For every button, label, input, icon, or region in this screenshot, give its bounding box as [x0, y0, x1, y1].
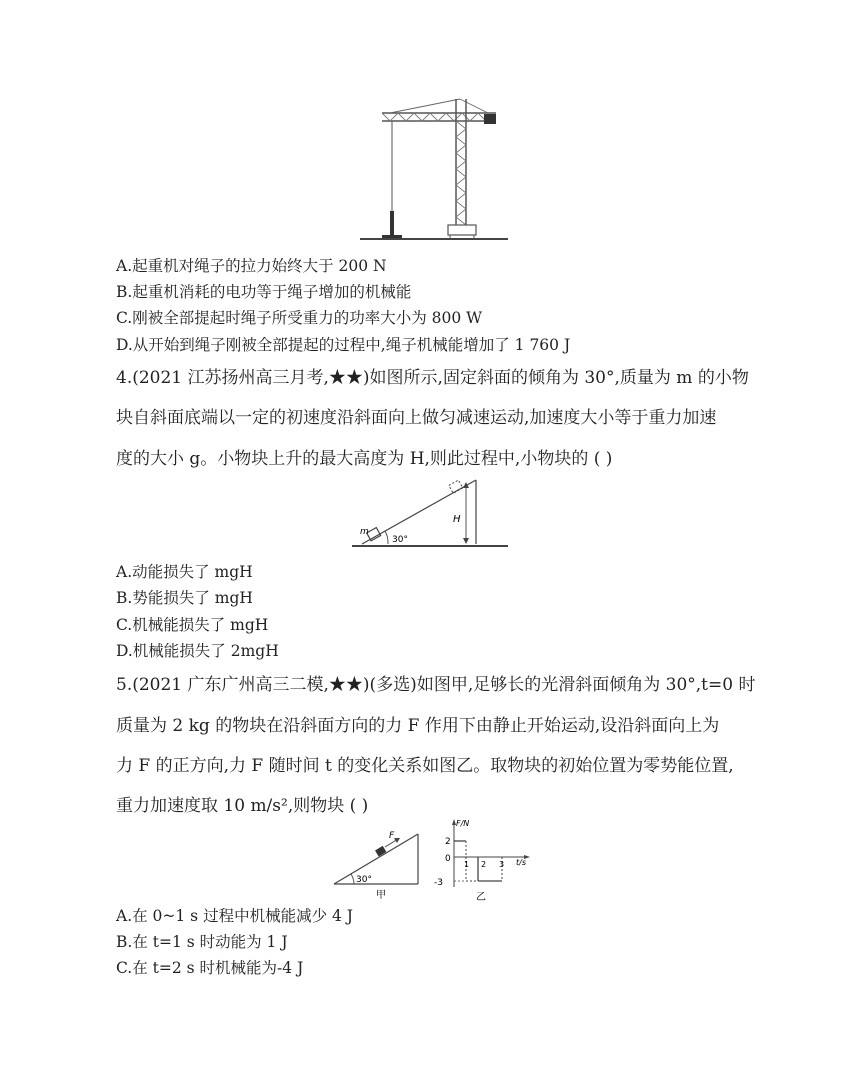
q5-stem-line-1: 5.(2021 广东广州高三二模,★★)(多选)如图甲,足够长的光滑斜面倾角为 30°,t=0 时 [116, 675, 756, 695]
q4-option-a: A.动能损失了 mgH [116, 563, 253, 581]
q4-option-c: C.机械能损失了 mgH [116, 616, 269, 634]
incline-angle-label: 30° [392, 535, 408, 545]
graph-y-tick-0: 0 [445, 854, 451, 864]
graph-x-tick-1: 1 [464, 860, 470, 869]
figure-a-caption: 甲 [376, 890, 386, 900]
graph-y-tick-neg3: -3 [434, 878, 443, 888]
q5-option-b: B.在 t=1 s 时动能为 1 J [116, 933, 288, 951]
force-incline-angle-label: 30° [356, 875, 372, 885]
graph-y-axis-label: F/N [456, 819, 470, 828]
q4-stem-line-1: 4.(2021 江苏扬州高三月考,★★)如图所示,固定斜面的倾角为 30°,质量为 m 的小物 [116, 368, 749, 388]
force-time-graph [432, 817, 532, 903]
figure-b-caption: 乙 [476, 892, 486, 903]
q5-stem-line-4: 重力加速度取 10 m/s²,则物块 ( ) [116, 796, 369, 816]
incline-figure [352, 476, 510, 550]
graph-y-tick-2: 2 [445, 837, 451, 847]
q4-stem-line-3: 度的大小 g。小物块上升的最大高度为 H,则此过程中,小物块的 ( ) [116, 449, 613, 469]
q4-option-d: D.机械能损失了 2mgH [116, 642, 279, 660]
force-incline-figure [332, 826, 432, 900]
graph-x-tick-2: 2 [481, 860, 487, 869]
tower-crane-figure [360, 95, 510, 245]
incline-height-label: H [453, 514, 461, 525]
graph-x-axis-label: t/s [516, 858, 526, 867]
q4-stem-line-2: 块自斜面底端以一定的初速度沿斜面向上做匀减速运动,加速度大小等于重力加速 [116, 408, 717, 428]
q5-stem-line-2: 质量为 2 kg 的物块在沿斜面方向的力 F 作用下由静止开始运动,设沿斜面向上为 [116, 716, 720, 736]
incline-mass-label: m [360, 527, 369, 537]
q5-stem-line-3: 力 F 的正方向,力 F 随时间 t 的变化关系如图乙。取物块的初始位置为零势能位置, [116, 756, 734, 776]
graph-x-tick-3: 3 [499, 860, 505, 869]
force-label: F [389, 831, 395, 841]
q3-option-d: D.从开始到绳子刚被全部提起的过程中,绳子机械能增加了 1 760 J [116, 336, 571, 354]
q5-option-c: C.在 t=2 s 时机械能为-4 J [116, 959, 304, 977]
q3-option-c: C.刚被全部提起时绳子所受重力的功率大小为 800 W [116, 309, 483, 327]
q3-option-b: B.起重机消耗的电功等于绳子增加的机械能 [116, 283, 412, 301]
q3-option-a: A.起重机对绳子的拉力始终大于 200 N [116, 257, 387, 275]
q4-option-b: B.势能损失了 mgH [116, 589, 253, 607]
q5-option-a: A.在 0~1 s 过程中机械能减少 4 J [116, 907, 353, 925]
